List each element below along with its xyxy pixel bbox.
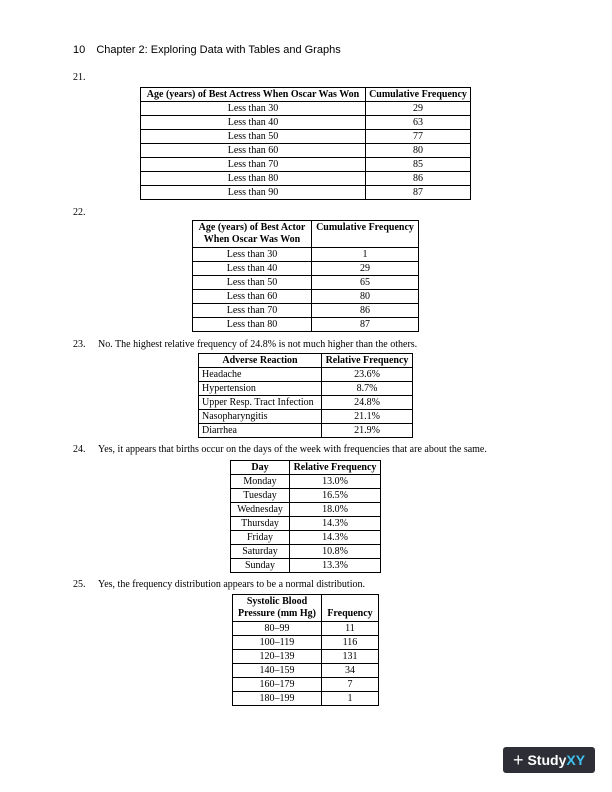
table-row	[231, 531, 381, 545]
table-header-row	[193, 221, 419, 248]
row-label-cell: 140–159	[233, 664, 322, 678]
table-row	[233, 692, 379, 706]
row-label-cell: Thursday	[231, 517, 290, 531]
row-value-cell: 65	[312, 276, 419, 290]
column-header: Relative Frequency	[322, 354, 413, 368]
table-row	[199, 424, 413, 438]
table-q21	[140, 87, 471, 200]
table-row	[233, 650, 379, 664]
row-label-cell: Less than 50	[141, 130, 366, 144]
table-row	[193, 276, 419, 290]
row-label-cell: Headache	[199, 368, 322, 382]
table-q25	[232, 594, 379, 706]
row-label-cell: Less than 30	[193, 248, 312, 262]
column-header: Day	[231, 461, 290, 475]
row-value-cell: 24.8%	[322, 396, 413, 410]
row-value-cell: 14.3%	[290, 531, 381, 545]
table-row	[231, 489, 381, 503]
table-row	[141, 144, 471, 158]
row-value-cell: 16.5%	[290, 489, 381, 503]
row-label-cell: Less than 70	[193, 304, 312, 318]
table-row	[141, 172, 471, 186]
answer-text: Yes, it appears that births occur on the days of the week with frequencies that are about the same.	[98, 444, 487, 455]
table-row	[141, 102, 471, 116]
table-row	[199, 410, 413, 424]
row-value-cell: 116	[322, 636, 379, 650]
row-value-cell: 34	[322, 664, 379, 678]
row-value-cell: 29	[312, 262, 419, 276]
row-value-cell: 8.7%	[322, 382, 413, 396]
row-label-cell: Less than 40	[141, 116, 366, 130]
row-value-cell: 87	[366, 186, 471, 200]
row-label-cell: Tuesday	[231, 489, 290, 503]
table-header-row	[231, 461, 381, 475]
page-header	[73, 44, 341, 56]
row-label-cell: Friday	[231, 531, 290, 545]
table-row	[233, 636, 379, 650]
row-label-cell: Nasopharyngitis	[199, 410, 322, 424]
table-row	[231, 559, 381, 573]
question-number: 21.	[73, 72, 86, 83]
row-value-cell: 80	[366, 144, 471, 158]
table-header-row	[141, 88, 471, 102]
row-label-cell: Less than 80	[141, 172, 366, 186]
row-value-cell: 63	[366, 116, 471, 130]
table-row	[199, 382, 413, 396]
row-label-cell: 80–99	[233, 622, 322, 636]
row-label-cell: Saturday	[231, 545, 290, 559]
table-row	[199, 368, 413, 382]
row-value-cell: 14.3%	[290, 517, 381, 531]
table-row	[231, 545, 381, 559]
row-label-cell: Sunday	[231, 559, 290, 573]
row-label-cell: Wednesday	[231, 503, 290, 517]
row-value-cell: 131	[322, 650, 379, 664]
row-value-cell: 11	[322, 622, 379, 636]
row-label-cell: Less than 90	[141, 186, 366, 200]
table-row	[233, 622, 379, 636]
row-label-cell: Monday	[231, 475, 290, 489]
table-row	[231, 475, 381, 489]
row-label-cell: Less than 50	[193, 276, 312, 290]
row-value-cell: 87	[312, 318, 419, 332]
row-value-cell: 13.0%	[290, 475, 381, 489]
table-header-row	[199, 354, 413, 368]
brand-accent: XY	[566, 752, 586, 768]
column-header: Systolic Blood Pressure (mm Hg)	[233, 595, 322, 622]
row-value-cell: 23.6%	[322, 368, 413, 382]
row-value-cell: 85	[366, 158, 471, 172]
table-row	[193, 304, 419, 318]
question-number: 25.	[73, 579, 86, 590]
row-value-cell: 1	[322, 692, 379, 706]
table-row	[141, 158, 471, 172]
table-row	[199, 396, 413, 410]
row-label-cell: Less than 60	[193, 290, 312, 304]
column-header: Frequency	[322, 595, 379, 622]
row-value-cell: 21.9%	[322, 424, 413, 438]
row-value-cell: 13.3%	[290, 559, 381, 573]
row-label-cell: 180–199	[233, 692, 322, 706]
table-row	[231, 517, 381, 531]
table-q22	[192, 220, 419, 332]
table-row	[193, 262, 419, 276]
column-header: Cumulative Frequency	[366, 88, 471, 102]
answer-text: No. The highest relative frequency of 24.8% is not much higher than the others.	[98, 339, 418, 350]
answer-text: Yes, the frequency distribution appears to be a normal distribution.	[98, 579, 365, 590]
row-label-cell: Less than 80	[193, 318, 312, 332]
table-row	[193, 248, 419, 262]
row-label-cell: Less than 30	[141, 102, 366, 116]
table-row	[193, 290, 419, 304]
column-header: Age (years) of Best Actor When Oscar Was Won	[193, 221, 312, 248]
table-row	[233, 664, 379, 678]
table-q23	[198, 353, 413, 438]
row-label-cell: 100–119	[233, 636, 322, 650]
row-label-cell: 160–179	[233, 678, 322, 692]
column-header: Cumulative Frequency	[312, 221, 419, 248]
studyxy-badge[interactable]	[503, 747, 595, 773]
question-number: 23.	[73, 339, 86, 350]
chapter-title: Chapter 2: Exploring Data with Tables and Graphs	[96, 44, 341, 56]
table-row	[193, 318, 419, 332]
row-value-cell: 77	[366, 130, 471, 144]
table-row	[141, 116, 471, 130]
row-value-cell: 80	[312, 290, 419, 304]
row-value-cell: 18.0%	[290, 503, 381, 517]
row-value-cell: 86	[366, 172, 471, 186]
plus-icon: +	[512, 749, 524, 770]
row-label-cell: 120–139	[233, 650, 322, 664]
column-header: Adverse Reaction	[199, 354, 322, 368]
row-value-cell: 10.8%	[290, 545, 381, 559]
row-label-cell: Less than 60	[141, 144, 366, 158]
question-number: 22.	[73, 207, 86, 218]
question-number: 24.	[73, 444, 86, 455]
row-value-cell: 86	[312, 304, 419, 318]
row-label-cell: Upper Resp. Tract Infection	[199, 396, 322, 410]
page-number: 10	[73, 44, 86, 56]
row-value-cell: 1	[312, 248, 419, 262]
row-label-cell: Less than 70	[141, 158, 366, 172]
column-header: Relative Frequency	[290, 461, 381, 475]
row-label-cell: Hypertension	[199, 382, 322, 396]
table-row	[233, 678, 379, 692]
column-header: Age (years) of Best Actress When Oscar Was Won	[141, 88, 366, 102]
table-q24	[230, 460, 381, 573]
row-label-cell: Diarrhea	[199, 424, 322, 438]
row-value-cell: 7	[322, 678, 379, 692]
row-value-cell: 21.1%	[322, 410, 413, 424]
table-row	[141, 130, 471, 144]
row-label-cell: Less than 40	[193, 262, 312, 276]
table-row	[141, 186, 471, 200]
brand-name: Study	[527, 752, 567, 768]
table-row	[231, 503, 381, 517]
row-value-cell: 29	[366, 102, 471, 116]
table-header-row	[233, 595, 379, 622]
